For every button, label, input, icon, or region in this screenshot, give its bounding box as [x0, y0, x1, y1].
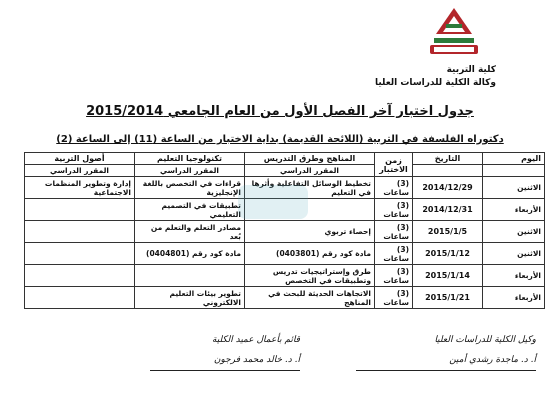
stamp-watermark	[238, 185, 308, 219]
subheader-course-foundations: المقرر الدراسي	[25, 165, 135, 177]
cell-technology	[135, 265, 245, 287]
cell-day: الاثنين	[483, 243, 545, 265]
cell-time: (3) ساعات	[375, 265, 413, 287]
signature-dean	[150, 330, 300, 370]
cell-date: 2014/12/29	[413, 177, 483, 199]
cell-date: 2015/1/12	[413, 243, 483, 265]
cell-time: (3) ساعات	[375, 243, 413, 265]
cell-date: 2015/1/14	[413, 265, 483, 287]
header-time: زمن الاختبار	[375, 153, 413, 177]
cell-curriculum: طرق وإستراتيجيات تدريس وتطبيقات في التخصص	[245, 265, 375, 287]
exam-schedule-table	[24, 152, 545, 309]
cell-day: الأربعاء	[483, 265, 545, 287]
cell-date: 2015/1/21	[413, 287, 483, 309]
cell-curriculum: الاتجاهات الحديثة للبحث في المناهج	[245, 287, 375, 309]
cell-technology: تطوير بيئات التعليم الالكتروني	[135, 287, 245, 309]
signature-vice-dean-role: وكيل الكلية للدراسات العليا	[434, 335, 536, 345]
college-name: كلية التربية	[446, 65, 496, 75]
signature-vice-dean-line	[356, 370, 536, 371]
signature-vice-dean	[356, 330, 536, 370]
cell-foundations	[25, 243, 135, 265]
cell-day: الأربعاء	[483, 199, 545, 221]
cell-day: الأربعاء	[483, 287, 545, 309]
office-name: وكالة الكلية للدراسات العليا	[374, 78, 496, 88]
subheader-course-curriculum: المقرر الدراسي	[245, 165, 375, 177]
signature-dean-line	[150, 370, 300, 371]
header-technology: تكنولوجيا التعليم	[135, 153, 245, 165]
cell-curriculum: إحصاء تربوي	[245, 221, 375, 243]
cell-technology: قراءات في التخصص باللغة الإنجليزية	[135, 177, 245, 199]
cell-date: 2015/1/5	[413, 221, 483, 243]
cell-foundations	[25, 221, 135, 243]
cell-foundations	[25, 199, 135, 221]
header-date: التاريخ	[413, 153, 483, 165]
cell-day: الاثنين	[483, 177, 545, 199]
cell-time: (3) ساعات	[375, 199, 413, 221]
table-row	[25, 265, 545, 287]
cell-foundations	[25, 287, 135, 309]
cell-date: 2014/12/31	[413, 199, 483, 221]
cell-technology: مادة كود رقم (0404801)	[135, 243, 245, 265]
cell-time: (3) ساعات	[375, 221, 413, 243]
header-day: اليوم	[483, 153, 545, 165]
table-row	[25, 221, 545, 243]
cell-curriculum: تخطيط الوسائل التفاعلية وأثرها في التعليم	[245, 177, 375, 199]
college-header	[296, 64, 496, 90]
cell-technology: تطبيقات في التصميم التعليمي	[135, 199, 245, 221]
subheader-empty-day	[483, 165, 545, 177]
cell-day: الاثنين	[483, 221, 545, 243]
table-subheader-row	[25, 165, 545, 177]
cell-foundations: إدارة وتطوير المنظمات الاجتماعية	[25, 177, 135, 199]
signature-dean-role: قائم بأعمال عميد الكلية	[212, 335, 300, 345]
cell-curriculum: مادة كود رقم (0403801)	[245, 243, 375, 265]
university-logo	[424, 6, 484, 58]
cell-time: (3) ساعات	[375, 287, 413, 309]
cell-technology: مصادر التعلم والتعلم من بُعد	[135, 221, 245, 243]
subheader-course-technology: المقرر الدراسي	[135, 165, 245, 177]
subheader-empty-date	[413, 165, 483, 177]
document-title: جدول اختبار آخر الفصل الأول من العام الجامعي 2015/2014	[86, 104, 474, 119]
table-header-row	[25, 153, 545, 165]
document-subtitle: دكتوراه الفلسفة في التربية (اللائحة القديمة) بداية الاختبار من الساعة (11) إلى الساعة (2)	[56, 134, 504, 145]
table-row	[25, 243, 545, 265]
cell-time: (3) ساعات	[375, 177, 413, 199]
header-foundations: أصول التربية	[25, 153, 135, 165]
table-row	[25, 287, 545, 309]
signature-vice-dean-name: أ. د. ماجدة رشدي أمين	[449, 355, 536, 365]
header-curriculum: المناهج وطرق التدريس	[245, 153, 375, 165]
signature-dean-name: أ. د. خالد محمد فرجون	[213, 355, 300, 365]
cell-foundations	[25, 265, 135, 287]
